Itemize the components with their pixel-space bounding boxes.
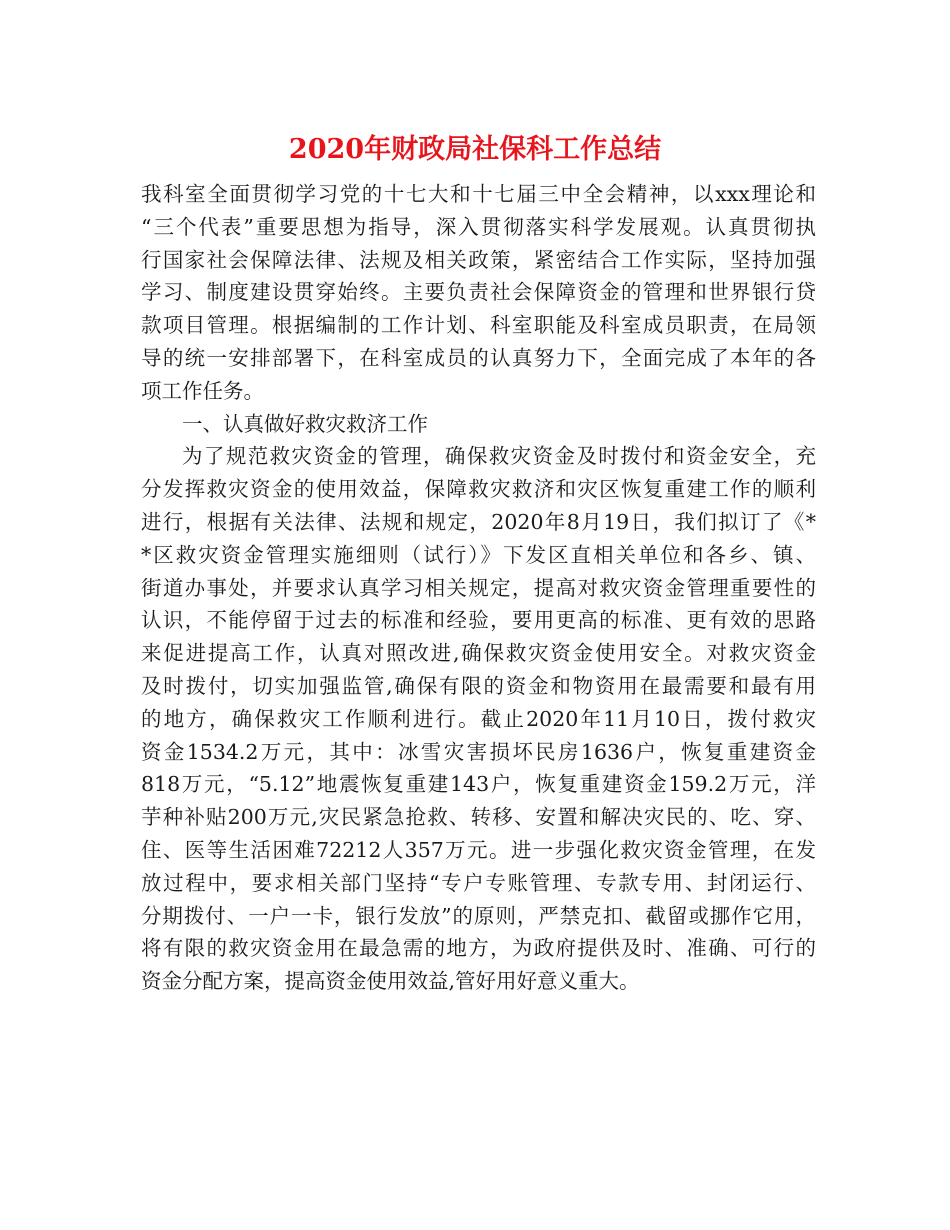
text-line: 来促进提高工作，认真对照改进,确保救灾资金使用安全。对救灾资金	[141, 641, 816, 666]
text-line: 分期拨付、一户一卡，银行发放”的原则，严禁克扣、截留或挪作它用，	[141, 903, 816, 928]
text-line: 将有限的救灾资金用在最急需的地方，为政府提供及时、准确、可行的	[141, 936, 816, 961]
text-line: 学习、制度建设贯穿始终。主要负责社会保障资金的管理和世界银行贷	[141, 280, 816, 305]
text-line: 放过程中，要求相关部门坚持“专户专账管理、专款专用、封闭运行、	[141, 870, 816, 895]
text-line: 为了规范救灾资金的管理，确保救灾资金及时拨付和资金安全，充	[182, 444, 816, 469]
paragraph	[141, 408, 816, 441]
text-line: 街道办事处，并要求认真学习相关规定，提高对救灾资金管理重要性的	[141, 575, 816, 600]
text-line: 818万元，“5.12”地震恢复重建143户，恢复重建资金159.2万元，洋	[141, 772, 816, 797]
text-line: 款项目管理。根据编制的工作计划、科室职能及科室成员职责，在局领	[141, 313, 816, 338]
text-line: 分发挥救灾资金的使用效益，保障救灾救济和灾区恢复重建工作的顺利	[141, 477, 816, 502]
text-line: 资金1534.2万元，其中：冰雪灾害损坏民房1636户，恢复重建资金	[141, 739, 816, 764]
text-line: 芋种补贴200万元,灾民紧急抢救、转移、安置和解决灾民的、吃、穿、	[141, 805, 816, 830]
text-line: 进行，根据有关法律、法规和规定，2020年8月19日，我们拟订了《*	[141, 509, 816, 534]
text-line: 一、认真做好救灾救济工作	[182, 411, 428, 436]
document-body	[141, 178, 816, 998]
text-line: 我科室全面贯彻学习党的十七大和十七届三中全会精神，以xxx理论和	[141, 182, 816, 206]
text-line: *区救灾资金管理实施细则（试行）》下发区直相关单位和各乡、镇、	[141, 542, 816, 567]
text-line: 资金分配方案，提高资金使用效益,管好用好意义重大。	[141, 969, 640, 994]
text-line: “三个代表”重要思想为指导，深入贯彻落实科学发展观。认真贯彻执	[141, 214, 816, 239]
text-line: 导的统一安排部署下，在科室成员的认真努力下，全面完成了本年的各	[141, 345, 816, 370]
text-line: 的地方，确保救灾工作顺利进行。截止2020年11月10日，拨付救灾	[141, 706, 816, 731]
paragraph	[141, 440, 816, 998]
text-line: 行国家社会保障法律、法规及相关政策，紧密结合工作实际，坚持加强	[141, 247, 816, 272]
text-line: 住、医等生活困难72212人357万元。进一步强化救灾资金管理，在发	[141, 837, 816, 862]
text-line: 项工作任务。	[141, 378, 264, 403]
text-line: 认识，不能停留于过去的标准和经验，要用更高的标准、更有效的思路	[141, 608, 816, 633]
paragraph	[141, 178, 816, 408]
document-title: 2020年财政局社保科工作总结	[288, 134, 662, 165]
text-line: 及时拨付，切实加强监管,确保有限的资金和物资用在最需要和最有用	[141, 673, 816, 698]
